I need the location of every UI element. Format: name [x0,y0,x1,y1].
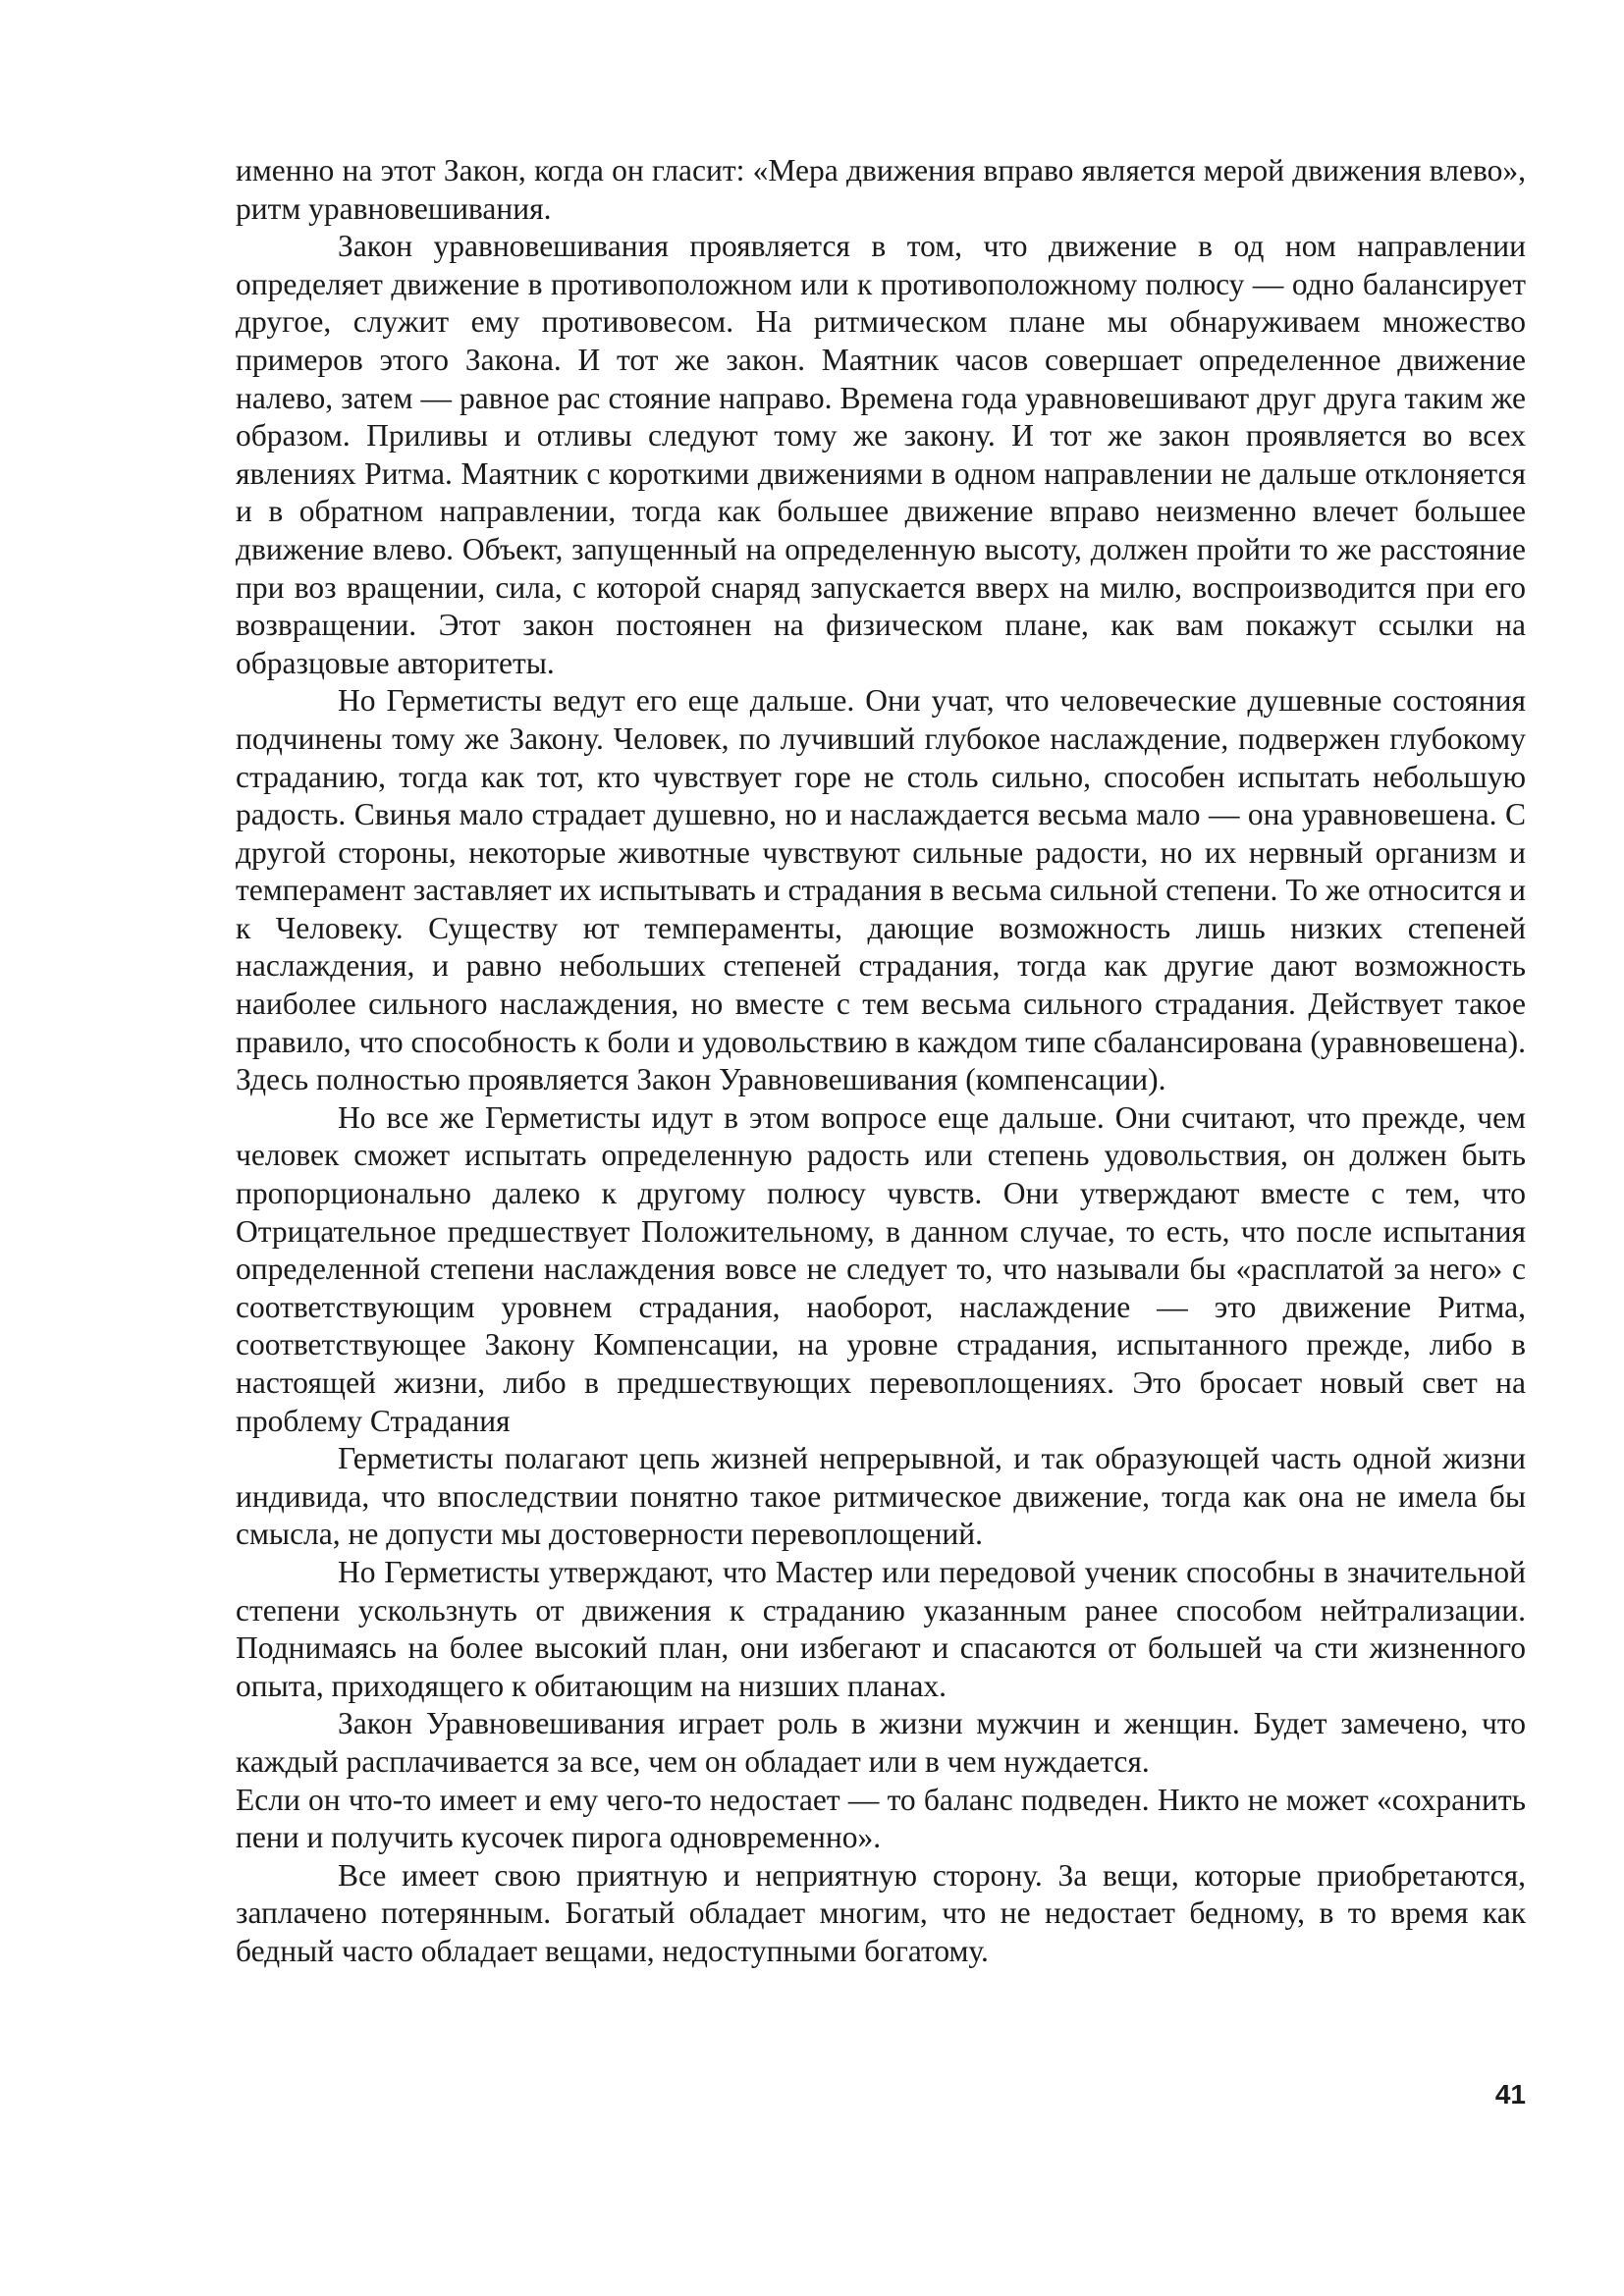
paragraph: Но Герметисты ведут его еще дальше. Они учат, что человеческие душевные состояния подчинены тому же Закону. Человек, по лучивший глубокое наслаждение, подвержен глубокому страданию, тогда как тот, кто чувствует горе не столь сильно, способен испытать небольшую радость. Свинья мало страдает душевно, но и наслаждается весьма мало — она уравновешена. С другой стороны, некоторые животные чувствуют сильные радости, но их нервный организм и темперамент заставляет их испытывать и страдания в весьма сильной степени. То же относится и к Человеку. Существу ют темпераменты, дающие возможность лишь низких степеней наслаждения, и равно небольших степеней страдания, тогда как другие дают возможность наиболее сильного наслаждения, но вместе с тем весьма сильного страдания. Действует такое правило, что способность к боли и удовольствию в каждом типе сбалансирована (уравновешена). Здесь полностью проявляется Закон Уравновешивания (компенсации). [236,683,1526,1097]
paragraph: Если он что-то имеет и ему чего-то недостает — то баланс подведен. Никто не может «сохранить пени и получить кусочек пирога одновременно». [236,1782,1526,1855]
paragraph: Закон Уравновешивания играет роль в жизни мужчин и женщин. Будет замечено, что каждый расплачивается за все, чем он обладает или в чем нуждается. [236,1706,1526,1779]
paragraph: Герметисты полагают цепь жизней непрерывной, и так образующей часть одной жизни индивида, что впоследствии понятно такое ритмическое движение, тогда как она не имела бы смысла, не допусти мы достоверности перевоплощений. [236,1441,1526,1552]
page-number: 41 [1494,2079,1526,2109]
paragraph: Закон уравновешивания проявляется в том, что движение в од ном направлении определяет движение в противоположном или к противоположному полюсу — одно балансирует другое, служит ему противовесом. На ритмическом плане мы обнаруживаем множество примеров этого Закона. И тот же закон. Маятник часов совершает определенное движение налево, затем — равное рас стояние направо. Времена года уравновешивают друг друга таким же образом. Приливы и отливы следуют тому же закону. И тот же закон проявляется во всех явлениях Ритма. Маятник с короткими движениями в одном направлении не дальше отклоняется и в обратном направлении, тогда как большее движение вправо неизменно влечет большее движение влево. Объект, запущенный на определенную высоту, должен пройти то же расстояние при воз вращении, сила, с которой снаряд запускается вверх на милю, воспроизводится при его возвращении. Этот закон постоянен на физическом плане, как вам покажут ссылки на образцовые авторитеты. [236,229,1526,680]
paragraph: именно на этот Закон, когда он гласит: «Мера движения вправо является мерой движения влево», ритм уравновешивания. [236,153,1526,226]
body-text [236,152,1526,1971]
paragraph: Но все же Герметисты идут в этом вопросе еще дальше. Они считают, что прежде, чем человек сможет испытать определенную радость или степень удовольствия, он должен быть пропорционально далеко к другому полюсу чувств. Они утверждают вместе с тем, что Отрицательное предшествует Положительному, в данном случае, то есть, что после испытания определенной степени наслаждения вовсе не следует то, что называли бы «расплатой за него» с соответствующим уровнем страдания, наоборот, наслаждение — это движение Ритма, соответствующее Закону Компенсации, на уровне страдания, испытанного прежде, либо в настоящей жизни, либо в предшествующих перевоплощениях. Это бросает новый свет на проблему Страдания [236,1099,1526,1438]
paragraph: Но Герметисты утверждают, что Мастер или передовой ученик способны в значительной степени ускользнуть от движения к страданию указанным ранее способом нейтрализации. Поднимаясь на более высокий план, они избегают и спасаются от большей ча сти жизненного опыта, приходящего к обитающим на низших планах. [236,1554,1526,1703]
paragraph: Все имеет свою приятную и неприятную сторону. За вещи, которые приобретаются, заплачено потерянным. Богатый обладает многим, что не недостает бедному, в то время как бедный часто обладает вещами, недоступными богатому. [236,1857,1526,1968]
